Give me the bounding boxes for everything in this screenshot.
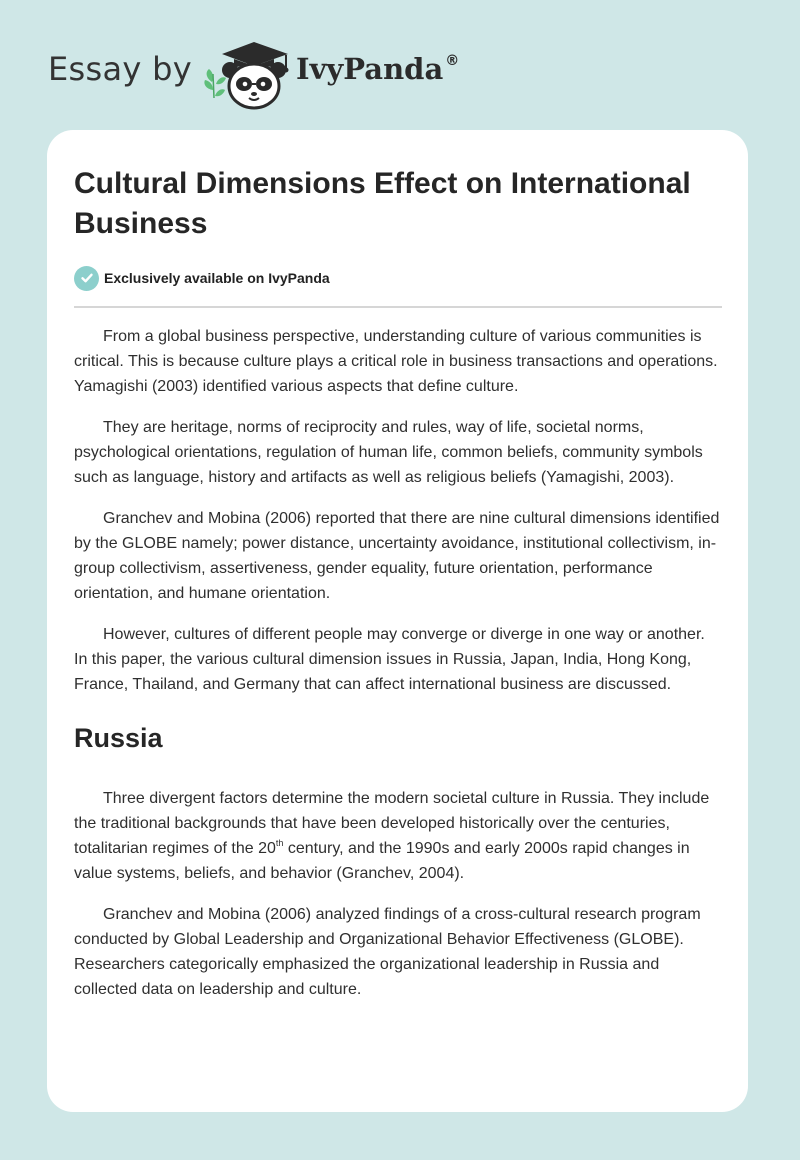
exclusive-badge <box>74 264 722 292</box>
page-title: Cultural Dimensions Effect on International Business <box>74 167 691 240</box>
paragraph <box>74 786 722 886</box>
paragraph: They are heritage, norms of reciprocity and rules, way of life, societal norms, psychological orientations, regulation of human life, common beliefs, community symbols such as language, history and artifacts as well as religious beliefs (Yamagishi, 2003). <box>74 419 703 486</box>
paragraph: From a global business perspective, understanding culture of various communities is critical. This is because culture plays a critical role in business transactions and operations. Yamagishi (2003) identified various aspects that define culture. <box>74 328 718 395</box>
brand-name-text[interactable]: IvyPanda <box>296 52 444 86</box>
check-circle-icon <box>74 266 99 291</box>
paragraph: Granchev and Mobina (2006) reported that there are nine cultural dimensions identified by the GLOBE namely; power distance, uncertainty avoidance, institutional collectivism, in-group collectivism, assertiveness, gender equality, future orientation, performance orientation, and humane orientation. <box>74 510 720 602</box>
registered-mark: ® <box>445 53 460 69</box>
article-card <box>47 130 748 1112</box>
ordinal-suffix: th <box>275 838 284 848</box>
article-body <box>74 308 722 1002</box>
panda-graduate-icon[interactable] <box>200 34 292 114</box>
site-header <box>48 30 528 116</box>
badge-label: Exclusively available on IvyPanda <box>104 270 330 286</box>
paragraph-text: Three divergent factors determine the modern societal culture in Russia. They include the traditional backgrounds that have been developed historically over the centuries, totalitarian regimes of the 20 <box>74 790 710 857</box>
paragraph: However, cultures of different people may converge or diverge in one way or another. In this paper, the various cultural dimension issues in Russia, Japan, India, Hong Kong, France, Thailand, and Germany that can affect international business are discussed. <box>74 626 705 693</box>
section-heading: Russia <box>74 723 163 753</box>
paragraph-text: century, and the 1990s and early 2000s rapid changes in value systems, beliefs, and behavior (Granchev, 2004). <box>74 840 690 882</box>
brand-name[interactable] <box>296 52 459 86</box>
article-content <box>74 164 722 1002</box>
brand-prefix: Essay by <box>48 50 192 88</box>
paragraph: Granchev and Mobina (2006) analyzed findings of a cross-cultural research program conducted by Global Leadership and Organizational Behavior Effectiveness (GLOBE). Researchers categorically emphasized the organizational leadership in Russia and collected data on leadership and culture. <box>74 906 701 998</box>
